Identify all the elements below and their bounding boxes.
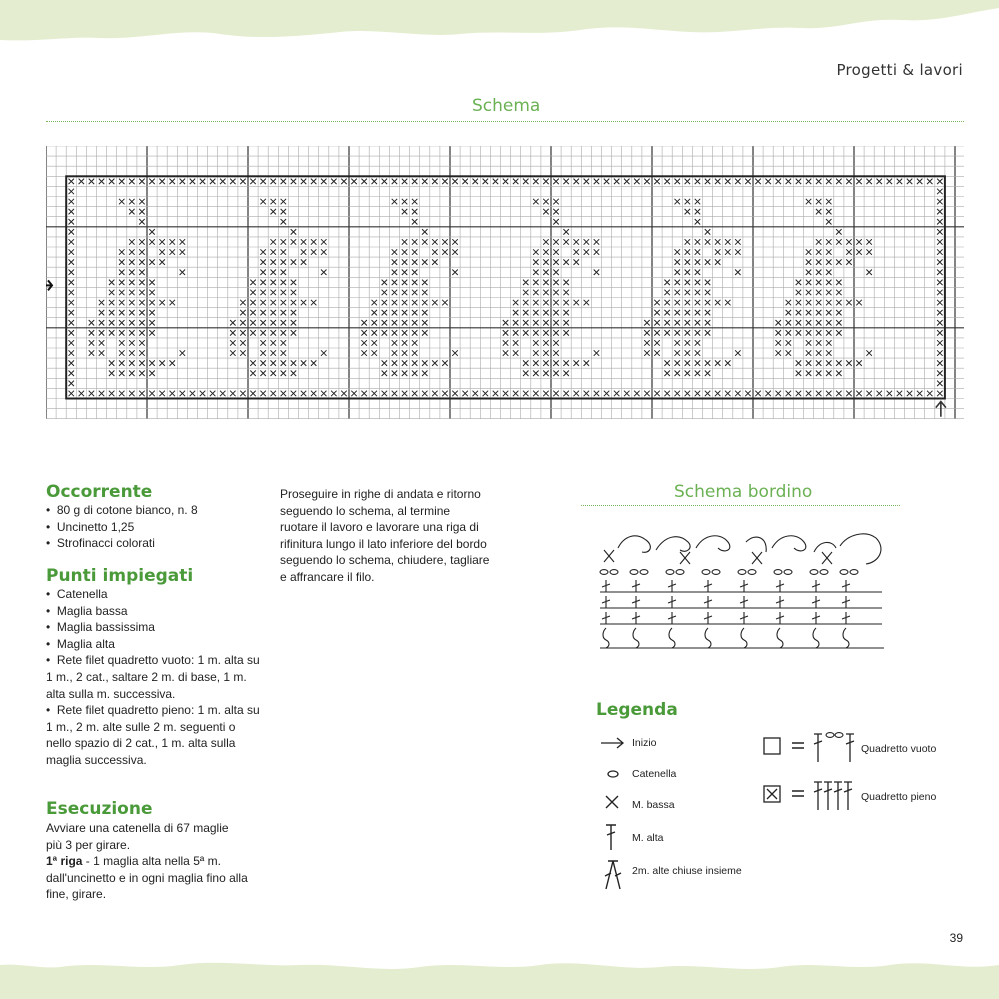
quadretto-vuoto-label: Quadretto vuoto — [861, 743, 937, 755]
legenda-item-label: M. alta — [632, 832, 664, 844]
filet-chart-grid — [46, 146, 964, 422]
legenda-item-label: Catenella — [632, 768, 677, 780]
double-crochet-icon — [604, 822, 618, 852]
bordino-chart — [596, 528, 886, 656]
list-item: • Maglia bassa — [46, 603, 128, 618]
list-item: alta sulla m. successiva. — [46, 686, 176, 701]
section-header: Progetti & lavori — [836, 61, 963, 79]
arrow-icon — [600, 737, 626, 749]
dc2tog-icon — [602, 858, 624, 892]
list-item: • 80 g di cotone bianco, n. 8 — [46, 503, 198, 517]
list-item: 1 m., 2 cat., saltare 2 m. di base, 1 m. — [46, 669, 247, 684]
empty-square-icon — [762, 732, 858, 766]
bordino-title: Schema bordino — [674, 482, 813, 502]
legenda-item-label: Inizio — [632, 737, 657, 749]
list-item: • Maglia bassissima — [46, 620, 155, 635]
single-crochet-icon — [604, 794, 620, 810]
list-item: • Strofinacci colorati — [46, 536, 155, 551]
occorrente-title: Occorrente — [46, 482, 153, 502]
list-item: • Maglia alta — [46, 636, 115, 651]
page-number: 39 — [949, 931, 963, 945]
filet-chart — [46, 146, 964, 427]
prosecuzione-text: Proseguire in righe di andata e ritorno seguendo lo schema, al termine ruotare il lavoro e lavorare una riga di rifinitura lungo il lato inferiore del bordo seguendo lo schema, chiudere, tagliare e affrancare il filo. — [280, 487, 490, 584]
legenda-item-label: M. bassa — [632, 799, 675, 811]
punti-title: Punti impiegati — [46, 566, 194, 586]
legenda-item-label: 2m. alte chiuse insieme — [632, 865, 742, 877]
quadretto-pieno-label: Quadretto pieno — [861, 791, 937, 803]
schema-title: Schema — [472, 96, 541, 116]
chain-stitch-icon — [606, 769, 620, 779]
list-item: 1 m., 2 m. alte sulle 2 m. seguenti o — [46, 719, 236, 734]
filled-square-icon — [762, 780, 858, 814]
esecuzione-title: Esecuzione — [46, 799, 153, 819]
punti-list — [46, 586, 260, 769]
bordino-divider — [581, 505, 900, 506]
list-item: nello spazio di 2 cat., 1 m. alta sulla — [46, 736, 236, 751]
occorrente-list — [46, 502, 198, 552]
legenda-title: Legenda — [596, 700, 678, 720]
bottom-decorative-band — [0, 955, 999, 999]
schema-divider — [46, 121, 964, 122]
list-item: • Rete filet quadretto pieno: 1 m. alta su — [46, 703, 260, 718]
esecuzione-text: Avviare una catenella di 67 maglie più 3 per girare. 1ª riga - 1 maglia alta nella 5ª m. dall'uncinetto e in ogni maglia fino alla fine, girare. — [46, 821, 248, 902]
top-decorative-band — [0, 0, 999, 48]
list-item: • Rete filet quadretto vuoto: 1 m. alta su — [46, 653, 260, 668]
riga-label: 1ª riga — [46, 854, 83, 869]
list-item: maglia successiva. — [46, 752, 147, 767]
list-item: • Uncinetto 1,25 — [46, 519, 135, 534]
list-item: • Catenella — [46, 587, 108, 601]
